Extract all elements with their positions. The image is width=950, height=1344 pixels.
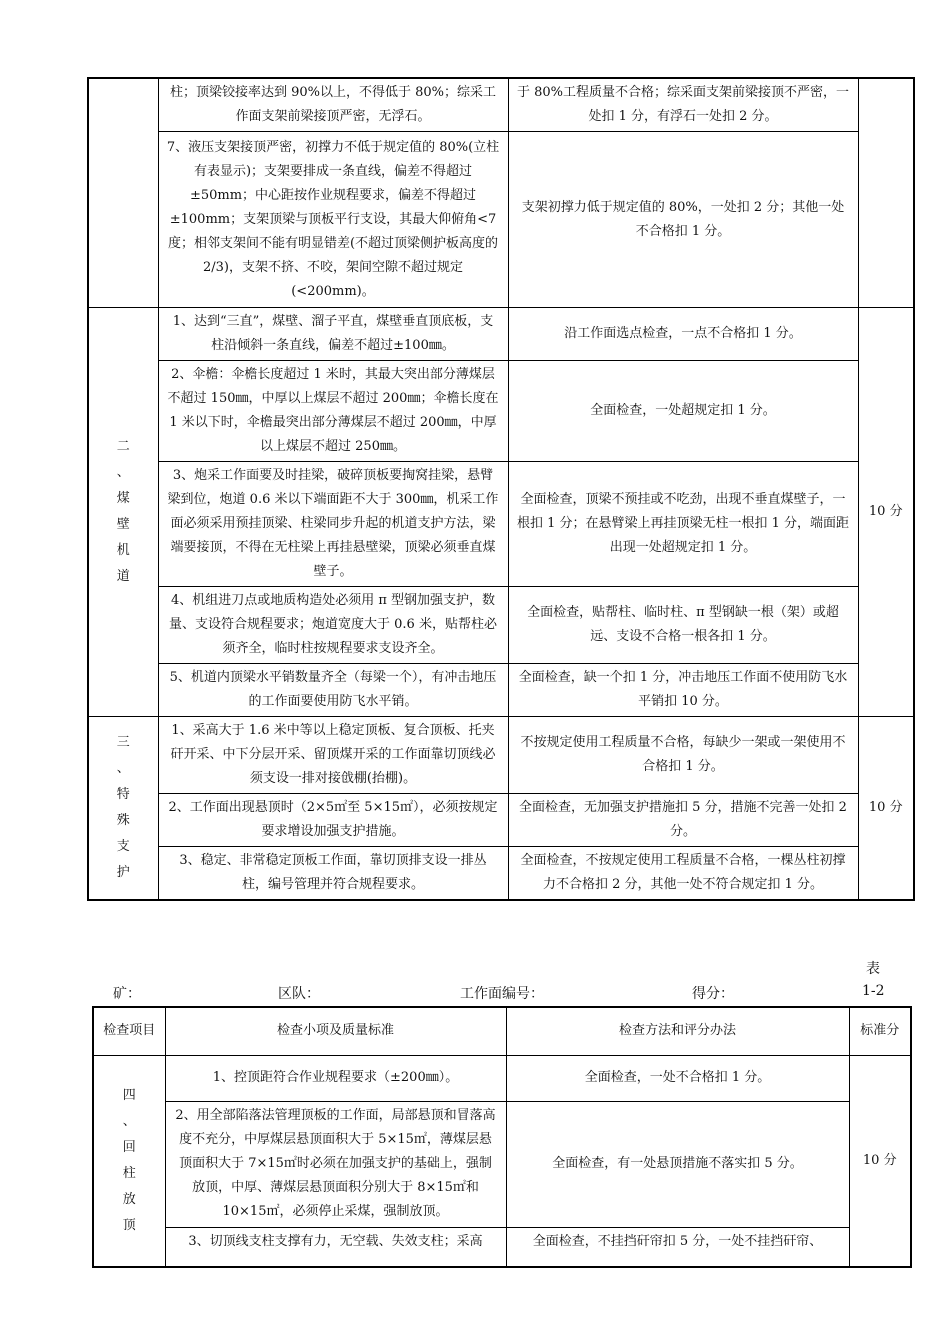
method-cell: 全面检查，有一处悬顶措施不落实扣 5 分。: [506, 1101, 849, 1227]
table-row: [88, 794, 914, 847]
section-label-2: 二 、 煤 壁 机 道: [88, 308, 158, 717]
method-cell: 不按规定使用工程质量不合格，每缺少一架或一架使用不合格扣 1 分。: [508, 717, 858, 794]
standard-cell: 1、达到“三直”，煤壁、溜子平直，煤壁垂直顶底板，支柱沿倾斜一条直线，偏差不超过±100㎜。: [158, 308, 508, 361]
face-number-label: 工作面编号：: [460, 986, 544, 1002]
column-header: 检查项目: [93, 1007, 165, 1055]
standard-cell: 4、机组进刀点或地质构造处必须用 π 型钢加强支护，数量、支设符合规程要求；炮道宽度大于 0.6 米，贴帮柱必须齐全，临时柱按规程要求支设齐全。: [158, 587, 508, 664]
method-cell: 全面检查，不挂挡矸帘扣 5 分，一处不挂挡矸帘、: [506, 1227, 849, 1267]
standard-cell: 3、炮采工作面要及时挂梁，破碎顶板要掏窝挂梁，悬臂梁到位，炮道 0.6 米以下端面距不大于 300㎜，机采工作面必须采用预挂顶梁、柱梁同步升起的机道支护方法，梁端要接顶，不得在无柱梁上再挂悬壁梁，顶梁必须垂直煤壁子。: [158, 462, 508, 587]
table-row: [93, 1227, 911, 1267]
section-label-3: 三 、 特 殊 支 护: [88, 717, 158, 901]
method-cell: 全面检查，一处超规定扣 1 分。: [508, 361, 858, 462]
table-row: [88, 717, 914, 794]
method-cell: 全面检查，无加强支护措施扣 5 分，措施不完善一处扣 2 分。: [508, 794, 858, 847]
table-number-label: 表: [866, 961, 880, 977]
column-header: 检查小项及质量标准: [165, 1007, 506, 1055]
method-cell: 支架初撑力低于规定值的 80%，一处扣 2 分；其他一处不合格扣 1 分。: [508, 132, 858, 308]
table-row: [88, 132, 914, 308]
score-cell: 10 分: [858, 717, 914, 901]
standard-cell: 3、稳定、非常稳定顶板工作面，靠切顶排支设一排丛柱，编号管理并符合规程要求。: [158, 847, 508, 901]
score-label: 得分：: [692, 986, 734, 1002]
score-cell: 10 分: [849, 1055, 911, 1267]
table-row: [88, 587, 914, 664]
table-row: [88, 847, 914, 901]
table-row: [93, 1055, 911, 1101]
column-header: 检查方法和评分办法: [506, 1007, 849, 1055]
quality-table-1: [87, 77, 915, 901]
method-cell: 全面检查，贴帮柱、临时柱、π 型钢缺一根（架）或超远、支设不合格一根各扣 1 分。: [508, 587, 858, 664]
team-label: 区队：: [278, 986, 320, 1002]
method-cell: 全面检查，顶梁不预挂或不吃劲，出现不垂直煤壁子，一根扣 1 分；在悬臂梁上再挂顶梁无柱一根扣 1 分，端面距出现一处超规定扣 1 分。: [508, 462, 858, 587]
table-row: [88, 308, 914, 361]
table-row: [88, 664, 914, 717]
standard-cell: 1、控顶距符合作业规程要求（±200㎜）。: [165, 1055, 506, 1101]
table-row: [88, 361, 914, 462]
method-cell: 于 80%工程质量不合格；综采面支架前梁接顶不严密，一处扣 1 分，有浮石一处扣 2 分。: [508, 78, 858, 132]
method-cell: 全面检查，不按规定使用工程质量不合格，一棵丛柱初撑力不合格扣 2 分，其他一处不符合规定扣 1 分。: [508, 847, 858, 901]
score-cell: 10 分: [858, 308, 914, 717]
standard-cell: 2、工作面出现悬顶时（2×5㎡至 5×15㎡），必须按规定要求增设加强支护措施。: [158, 794, 508, 847]
standard-cell: 5、机道内顶梁水平销数量齐全（每梁一个），有冲击地压的工作面要使用防飞水平销。: [158, 664, 508, 717]
standard-cell: 2、用全部陷落法管理顶板的工作面，局部悬顶和冒落高度不充分，中厚煤层悬顶面积大于 5×15㎡，薄煤层悬顶面积大于 7×15㎡时必须在加强支护的基础上，强制放顶，中厚、薄煤层悬顶面积分别大于 8×15㎡和 10×15㎡，必须停止采煤，强制放顶。: [165, 1101, 506, 1227]
standard-cell: 3、切顶线支柱支撑有力，无空载、失效支柱；采高: [165, 1227, 506, 1267]
table-number: 1-2: [862, 983, 885, 999]
standard-cell: 柱；顶梁铰接率达到 90%以上，不得低于 80%；综采工作面支架前梁接顶严密，无浮石。: [158, 78, 508, 132]
mine-label: 矿：: [113, 986, 141, 1002]
method-cell: 全面检查，缺一个扣 1 分，冲击地压工作面不使用防飞水平销扣 10 分。: [508, 664, 858, 717]
table-row: [88, 462, 914, 587]
table-row: [93, 1101, 911, 1227]
score-cell: [858, 78, 914, 308]
quality-table-2: [92, 1006, 912, 1268]
standard-cell: 1、采高大于 1.6 米中等以上稳定顶板、复合顶板、托夹矸开采、中下分层开采、留顶煤开采的工作面靠切顶线必须支设一排对接戗棚(抬棚)。: [158, 717, 508, 794]
method-cell: 全面检查，一处不合格扣 1 分。: [506, 1055, 849, 1101]
table-row: [88, 78, 914, 132]
standard-cell: 7、液压支架接顶严密，初撑力不低于规定值的 80%(立柱有表显示)；支架要排成一条直线，偏差不得超过±50mm；中心距按作业规程要求，偏差不得超过±100mm；支架顶梁与顶板平行支设，其最大仰俯角<7 度；相邻支架间不能有明显错差(不超过顶梁侧护板高度的 2/3)，支架不挤、不咬，架间空隙不超过规定(<200mm)。: [158, 132, 508, 308]
section-label-4: 四 、 回 柱 放 顶: [93, 1055, 165, 1267]
section-label: [88, 78, 158, 308]
table-header-row: [93, 1007, 911, 1055]
standard-cell: 2、伞檐：伞檐长度超过 1 米时，其最大突出部分薄煤层不超过 150㎜，中厚以上煤层不超过 200㎜；伞檐长度在 1 米以下时，伞檐最突出部分薄煤层不超过 200㎜，中厚以上煤层不超过 250㎜。: [158, 361, 508, 462]
method-cell: 沿工作面选点检查，一点不合格扣 1 分。: [508, 308, 858, 361]
column-header: 标准分: [849, 1007, 911, 1055]
